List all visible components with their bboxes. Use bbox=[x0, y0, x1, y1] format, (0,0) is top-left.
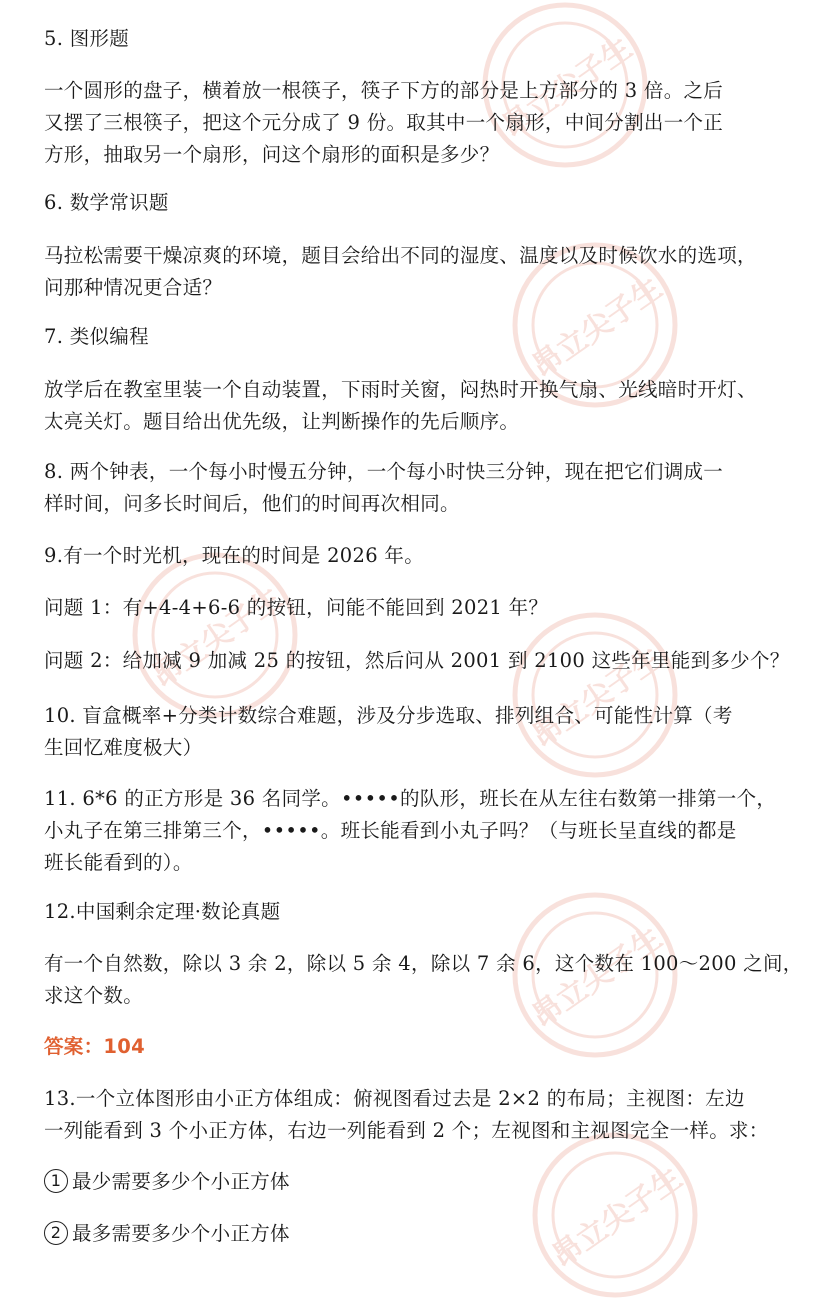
svg-text:昂立尖子生: 昂立尖子生 bbox=[525, 640, 669, 756]
question-6-text-line: 马拉松需要干燥凉爽的环境，题目会给出不同的湿度、温度以及时候饮水的选项， bbox=[44, 244, 757, 267]
circled-number-2: 2 bbox=[44, 1221, 68, 1245]
question-11-text-line: 11. 6*6 的正方形是 36 名同学。•••••的队形，班长在从左往右数第一排第一个， bbox=[44, 787, 777, 810]
question-12-heading: 12.中国剩余定理·数论真题 bbox=[44, 900, 281, 923]
question-8-text-line: 样时间，问多长时间后，他们的时间再次相同。 bbox=[44, 492, 460, 515]
svg-text:昂立尖子生: 昂立尖子生 bbox=[525, 270, 669, 386]
question-5-heading: 5. 图形题 bbox=[44, 27, 130, 50]
question-7-text-line: 太亮关灯。题目给出优先级，让判断操作的先后顺序。 bbox=[44, 410, 520, 433]
question-11-text-line: 小丸子在第三排第三个，•••••。班长能看到小丸子吗？（与班长呈直线的都是 bbox=[44, 819, 737, 842]
question-10-text-line: 生回忆难度极大） bbox=[44, 736, 203, 759]
watermark-logo bbox=[520, 1120, 710, 1310]
question-9-heading: 9.有一个时光机，现在的时间是 2026 年。 bbox=[44, 544, 425, 567]
svg-text:昂立尖子生: 昂立尖子生 bbox=[145, 580, 289, 696]
watermark-logo bbox=[500, 600, 690, 790]
question-7-text-line: 放学后在教室里装一个自动装置，下雨时关窗，闷热时开换气扇、光线暗时开灯、 bbox=[44, 378, 757, 401]
question-12-text-line: 求这个数。 bbox=[44, 984, 144, 1007]
question-12-answer: 答案：104 bbox=[44, 1035, 146, 1058]
question-13-part-1-text: 最少需要多少个小正方体 bbox=[72, 1170, 290, 1193]
question-10-text-line: 10. 盲盒概率+分类计数综合难题，涉及分步选取、排列组合、可能性计算（考 bbox=[44, 704, 733, 727]
question-12-text-line: 有一个自然数，除以 3 余 2，除以 5 余 4，除以 7 余 6，这个数在 100～200 之间， bbox=[44, 952, 803, 975]
question-13-part-1 bbox=[44, 1167, 290, 1197]
question-5-text-line: 又摆了三根筷子，把这个元分成了 9 份。取其中一个扇形，中间分割出一个正 bbox=[44, 111, 724, 134]
svg-text:昂立尖子生: 昂立尖子生 bbox=[545, 1160, 689, 1276]
question-8-text-line: 8. 两个钟表，一个每小时慢五分钟，一个每小时快三分钟，现在把它们调成一 bbox=[44, 460, 724, 483]
circled-number-1: 1 bbox=[44, 1169, 68, 1193]
question-13-text-line: 一列能看到 3 个小正方体，右边一列能看到 2 个；左视图和主视图完全一样。求： bbox=[44, 1119, 769, 1142]
question-13-text-line: 13.一个立体图形由小正方体组成：俯视图看过去是 2×2 的布局；主视图：左边 bbox=[44, 1087, 745, 1110]
question-5-text-line: 一个圆形的盘子，横着放一根筷子，筷子下方的部分是上方部分的 3 倍。之后 bbox=[44, 79, 724, 102]
svg-text:昂立尖子生: 昂立尖子生 bbox=[495, 30, 639, 146]
question-11-text-line: 班长能看到的）。 bbox=[44, 851, 193, 874]
question-13-part-2 bbox=[44, 1219, 290, 1249]
question-9-part-1: 问题 1：有+4-4+6-6 的按钮，问能不能回到 2021 年？ bbox=[44, 596, 549, 619]
question-5-text-line: 方形，抽取另一个扇形，问这个扇形的面积是多少？ bbox=[44, 143, 500, 166]
question-9-part-2: 问题 2：给加减 9 加减 25 的按钮，然后问从 2001 到 2100 这些年里能到多少个？ bbox=[44, 649, 790, 672]
question-6-text-line: 问那种情况更合适？ bbox=[44, 276, 223, 299]
question-13-part-2-text: 最多需要多少个小正方体 bbox=[72, 1222, 290, 1245]
question-6-heading: 6. 数学常识题 bbox=[44, 191, 169, 214]
svg-text:昂立尖子生: 昂立尖子生 bbox=[525, 920, 669, 1036]
question-7-heading: 7. 类似编程 bbox=[44, 325, 149, 348]
